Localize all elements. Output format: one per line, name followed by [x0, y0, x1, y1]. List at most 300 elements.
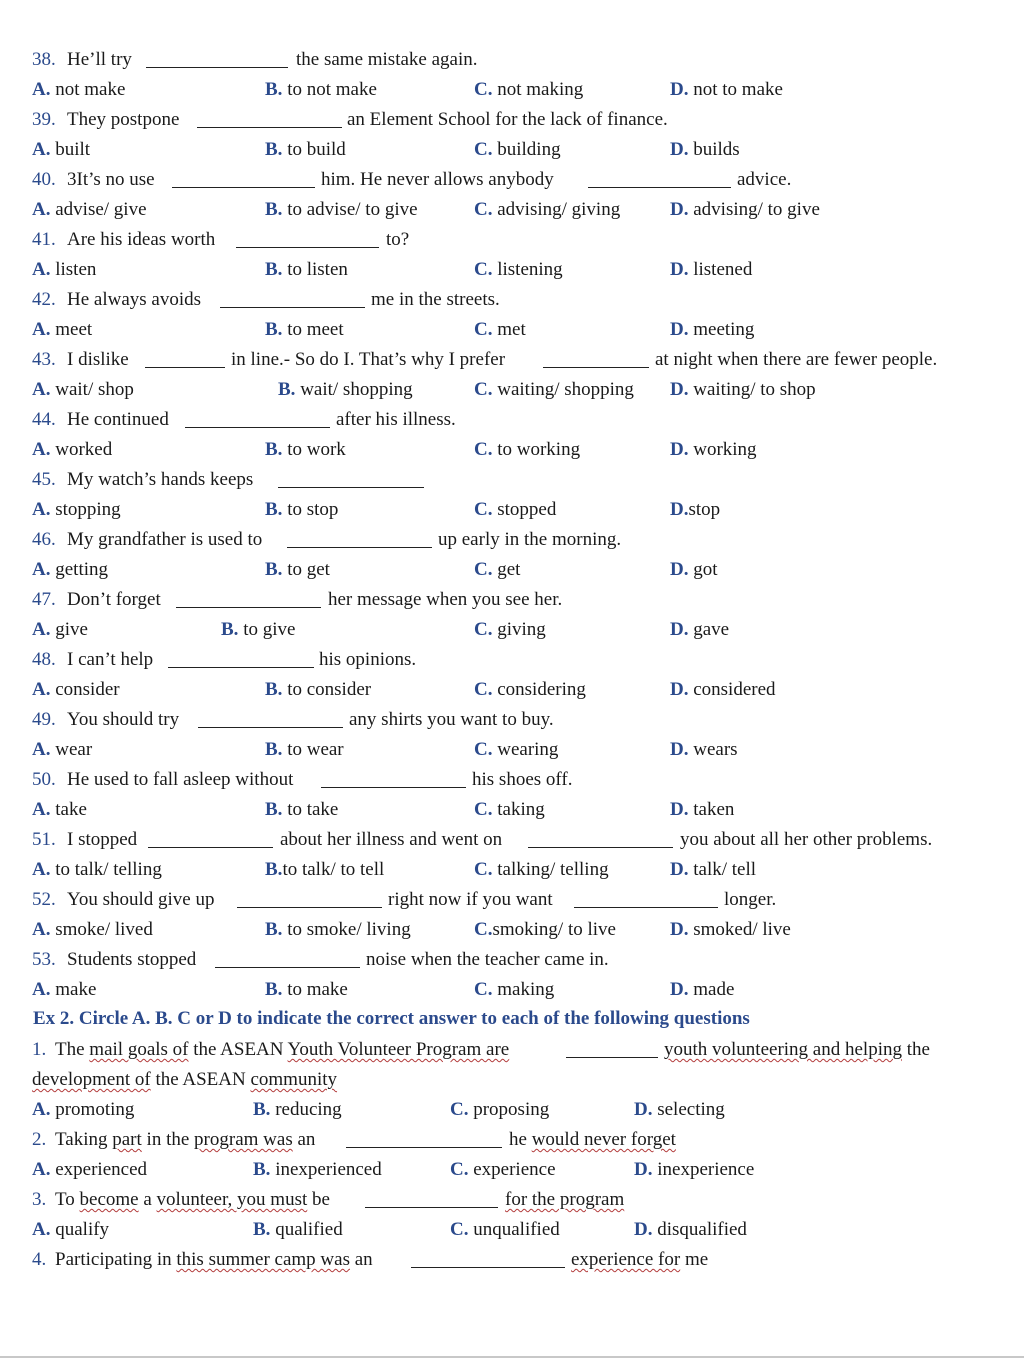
answer-blank[interactable] [528, 847, 673, 848]
options-41 [0, 255, 1024, 285]
option-d[interactable] [634, 1095, 725, 1125]
option-c[interactable] [474, 435, 580, 465]
option-text: not to make [693, 79, 783, 100]
option-c[interactable] [474, 975, 554, 1005]
option-letter: C. [450, 1219, 469, 1240]
option-a[interactable] [32, 195, 147, 225]
option-a[interactable] [32, 915, 153, 945]
question-43 [0, 345, 1024, 375]
option-text: making [497, 979, 555, 1000]
option-letter: D. [670, 859, 689, 880]
answer-blank[interactable] [146, 67, 288, 68]
question-40 [0, 165, 1024, 195]
question-text [32, 1065, 337, 1095]
option-letter: C. [474, 799, 493, 820]
option-c[interactable] [450, 1095, 549, 1125]
question-number: 47. [32, 589, 56, 610]
option-b[interactable] [265, 915, 411, 945]
option-text: met [497, 319, 526, 340]
option-text: to talk/ telling [55, 859, 162, 880]
question-text: He used to fall asleep without [67, 769, 294, 790]
exercise-2-heading: Ex 2. Circle A. B. C or D to indicate the correct answer to each of the following questions [33, 1008, 750, 1029]
option-letter: B. [265, 979, 283, 1000]
question-text [509, 1125, 676, 1155]
answer-blank[interactable] [278, 487, 424, 488]
options-40 [0, 195, 1024, 225]
question-number: 42. [32, 289, 56, 310]
question-text: noise when the teacher came in. [366, 949, 609, 970]
question-number: 48. [32, 649, 56, 670]
option-c[interactable] [474, 555, 520, 585]
question-number: 49. [32, 709, 56, 730]
option-letter: D. [634, 1219, 653, 1240]
option-letter: A. [32, 439, 51, 460]
option-text: built [55, 139, 91, 160]
option-letter: D. [670, 979, 689, 1000]
option-letter: D. [670, 679, 689, 700]
option-letter: A. [32, 919, 51, 940]
text-fragment: in the [146, 1129, 190, 1150]
option-text: to not make [287, 79, 377, 100]
option-d[interactable] [670, 735, 738, 765]
option-a[interactable] [32, 795, 87, 825]
question-text: 3It’s no use [67, 169, 155, 190]
option-text: listen [55, 259, 97, 280]
option-d[interactable] [670, 975, 734, 1005]
answer-blank[interactable] [287, 547, 432, 548]
option-c[interactable] [474, 75, 583, 105]
option-letter: B. [265, 79, 283, 100]
text-fragment: development of [32, 1069, 151, 1090]
option-c[interactable] [450, 1215, 560, 1245]
answer-blank[interactable] [237, 907, 382, 908]
option-text: to advise/ to give [287, 199, 418, 220]
option-letter: A. [32, 1099, 51, 1120]
option-letter: D. [634, 1099, 653, 1120]
option-text: to get [287, 559, 330, 580]
option-b[interactable] [278, 375, 413, 405]
question-38 [0, 45, 1024, 75]
option-text: working [693, 439, 757, 460]
option-a[interactable] [32, 975, 96, 1005]
option-text: talk/ tell [693, 859, 757, 880]
option-d[interactable] [670, 315, 754, 345]
options-46 [0, 555, 1024, 585]
option-text: taking [497, 799, 545, 820]
option-c[interactable] [474, 315, 526, 345]
option-c[interactable] [474, 255, 563, 285]
option-text: promoting [55, 1099, 135, 1120]
answer-blank[interactable] [543, 367, 649, 368]
option-text: to take [287, 799, 339, 820]
question-text: My watch’s hands keeps [67, 469, 254, 490]
option-c[interactable] [474, 735, 558, 765]
option-letter: A. [32, 79, 51, 100]
option-text: waiting/ to shop [693, 379, 816, 400]
answer-blank[interactable] [566, 1057, 658, 1058]
option-b[interactable] [253, 1155, 382, 1185]
option-d[interactable] [670, 795, 734, 825]
option-b[interactable] [265, 75, 377, 105]
option-letter: B. [265, 679, 283, 700]
answer-blank[interactable] [198, 727, 343, 728]
ex2-question-4 [0, 1245, 1024, 1275]
option-a[interactable] [32, 435, 112, 465]
option-letter: B. [265, 919, 283, 940]
option-d[interactable] [670, 195, 820, 225]
option-c[interactable] [474, 795, 545, 825]
option-letter: D. [670, 199, 689, 220]
text-fragment: he [509, 1129, 527, 1150]
option-letter: C. [474, 859, 493, 880]
answer-blank[interactable] [148, 847, 273, 848]
option-text: consider [55, 679, 120, 700]
text-fragment: be [312, 1189, 330, 1210]
option-c[interactable] [474, 195, 620, 225]
option-letter: D. [670, 739, 689, 760]
option-letter: D. [670, 559, 689, 580]
question-number: 38. [32, 49, 56, 70]
option-letter: B. [265, 199, 283, 220]
option-b[interactable] [265, 555, 330, 585]
option-text: selecting [657, 1099, 725, 1120]
option-letter: D. [670, 799, 689, 820]
question-42 [0, 285, 1024, 315]
option-letter: A. [32, 859, 51, 880]
option-b[interactable] [253, 1095, 342, 1125]
option-c[interactable] [474, 375, 634, 405]
option-text: to listen [287, 259, 348, 280]
question-number: 4. [32, 1249, 47, 1270]
options-51 [0, 855, 1024, 885]
option-letter: B. [265, 259, 283, 280]
options-44 [0, 435, 1024, 465]
options-39 [0, 135, 1024, 165]
answer-blank[interactable] [176, 607, 321, 608]
option-b[interactable] [265, 675, 371, 705]
option-letter: A. [32, 979, 51, 1000]
option-d[interactable] [670, 435, 757, 465]
option-letter: C. [474, 379, 493, 400]
option-text: qualify [55, 1219, 110, 1240]
option-text: to make [287, 979, 348, 1000]
answer-blank[interactable] [574, 907, 718, 908]
question-number: 40. [32, 169, 56, 190]
question-text: his shoes off. [472, 769, 573, 790]
question-44 [0, 405, 1024, 435]
option-text: wears [693, 739, 738, 760]
text-fragment: The [55, 1039, 85, 1060]
option-text: to meet [287, 319, 344, 340]
option-text: to wear [287, 739, 344, 760]
option-b[interactable] [221, 615, 295, 645]
option-a[interactable] [32, 855, 162, 885]
option-c[interactable] [474, 855, 609, 885]
option-a[interactable] [32, 555, 108, 585]
option-text: to stop [287, 499, 339, 520]
option-d[interactable] [670, 855, 756, 885]
option-text: advise/ give [55, 199, 147, 220]
answer-blank[interactable] [346, 1147, 502, 1148]
ex2-options-3 [0, 1215, 1024, 1245]
option-letter: C. [474, 319, 493, 340]
text-fragment: Participating in [55, 1249, 172, 1270]
option-letter: C. [474, 79, 493, 100]
answer-blank[interactable] [145, 367, 225, 368]
option-letter: D. [670, 499, 689, 520]
question-number: 3. [32, 1189, 47, 1210]
option-text: smoked/ live [693, 919, 791, 940]
page-bottom-border [0, 1356, 1024, 1358]
text-fragment: an [354, 1249, 373, 1270]
option-letter: C. [474, 259, 493, 280]
answer-blank[interactable] [220, 307, 365, 308]
option-letter: B. [278, 379, 296, 400]
option-b[interactable] [265, 195, 418, 225]
question-number: 2. [32, 1129, 47, 1150]
answer-blank[interactable] [236, 247, 379, 248]
option-b[interactable] [265, 795, 338, 825]
option-d[interactable] [670, 75, 783, 105]
option-text: not making [497, 79, 584, 100]
question-text: the same mistake again. [296, 49, 478, 70]
answer-blank[interactable] [411, 1267, 565, 1268]
question-text: He continued [67, 409, 169, 430]
option-d[interactable] [634, 1155, 754, 1185]
question-41 [0, 225, 1024, 255]
answer-blank[interactable] [197, 127, 342, 128]
option-a[interactable] [32, 1095, 134, 1125]
option-text: wear [55, 739, 93, 760]
option-b[interactable] [253, 1215, 343, 1245]
option-d[interactable] [634, 1215, 747, 1245]
option-letter: A. [32, 1219, 51, 1240]
option-letter: D. [670, 319, 689, 340]
question-text: his opinions. [319, 649, 417, 670]
option-letter: D. [670, 619, 689, 640]
option-text: giving [497, 619, 546, 640]
question-text [505, 1185, 624, 1215]
text-fragment: part [112, 1129, 142, 1150]
text-fragment: would never forget [531, 1129, 676, 1150]
option-c[interactable] [450, 1155, 556, 1185]
question-text: Students stopped [67, 949, 197, 970]
question-number: 45. [32, 469, 56, 490]
ex2-options-1 [0, 1095, 1024, 1125]
ex2-options-2 [0, 1155, 1024, 1185]
text-fragment: the ASEAN [155, 1069, 246, 1090]
option-text: not make [55, 79, 126, 100]
option-letter: A. [32, 619, 51, 640]
option-b[interactable] [265, 975, 348, 1005]
answer-blank[interactable] [321, 787, 466, 788]
option-d[interactable] [670, 555, 718, 585]
question-text: My grandfather is used to [67, 529, 263, 550]
option-text: getting [55, 559, 109, 580]
question-number: 50. [32, 769, 56, 790]
question-47 [0, 585, 1024, 615]
option-letter: B. [253, 1099, 271, 1120]
option-text: to talk/ to tell [282, 859, 385, 880]
option-letter: C. [450, 1099, 469, 1120]
option-letter: B. [265, 739, 283, 760]
option-d[interactable] [670, 495, 720, 525]
option-text: advising/ giving [497, 199, 621, 220]
option-text: advising/ to give [693, 199, 820, 220]
option-a[interactable] [32, 75, 125, 105]
text-fragment: Youth Volunteer Program are [287, 1039, 510, 1060]
option-b[interactable] [265, 435, 346, 465]
option-letter: C. [474, 199, 493, 220]
options-38 [0, 75, 1024, 105]
option-letter: D. [670, 79, 689, 100]
option-letter: A. [32, 1159, 51, 1180]
option-text: experience [473, 1159, 556, 1180]
option-d[interactable] [670, 135, 740, 165]
option-a[interactable] [32, 135, 90, 165]
option-b[interactable] [265, 135, 346, 165]
option-text: inexperienced [275, 1159, 382, 1180]
answer-blank[interactable] [185, 427, 330, 428]
answer-blank[interactable] [168, 667, 314, 668]
option-letter: B. [265, 559, 283, 580]
option-letter: C. [474, 439, 493, 460]
option-b[interactable] [265, 735, 344, 765]
question-text: Are his ideas worth [67, 229, 216, 250]
option-a[interactable] [32, 1155, 147, 1185]
option-a[interactable] [32, 735, 92, 765]
option-text: builds [693, 139, 740, 160]
option-c[interactable] [474, 915, 616, 945]
question-53 [0, 945, 1024, 975]
option-b[interactable] [265, 315, 344, 345]
question-number: 41. [32, 229, 56, 250]
option-a[interactable] [32, 675, 120, 705]
option-b[interactable] [265, 495, 338, 525]
options-45 [0, 495, 1024, 525]
option-d[interactable] [670, 375, 816, 405]
text-fragment: for the program [505, 1189, 625, 1210]
question-number: 53. [32, 949, 56, 970]
option-c[interactable] [474, 495, 556, 525]
text-fragment: a [143, 1189, 152, 1210]
options-42 [0, 315, 1024, 345]
option-text: to build [287, 139, 346, 160]
question-number: 52. [32, 889, 56, 910]
text-fragment: experience for [571, 1249, 681, 1270]
question-text: He always avoids [67, 289, 202, 310]
option-c[interactable] [474, 675, 586, 705]
options-48 [0, 675, 1024, 705]
question-text: at night when there are fewer people. [655, 349, 938, 370]
text-fragment: To [55, 1189, 75, 1210]
question-number: 1. [32, 1039, 47, 1060]
option-text: worked [55, 439, 113, 460]
option-text: reducing [275, 1099, 342, 1120]
answer-blank[interactable] [588, 187, 731, 188]
option-letter: A. [32, 499, 51, 520]
option-a[interactable] [32, 495, 121, 525]
option-text: give [55, 619, 88, 640]
option-a[interactable] [32, 375, 134, 405]
option-text: gave [693, 619, 730, 640]
option-text: stopped [497, 499, 557, 520]
answer-blank[interactable] [365, 1207, 498, 1208]
option-c[interactable] [474, 615, 546, 645]
question-39 [0, 105, 1024, 135]
option-d[interactable] [670, 675, 776, 705]
option-letter: A. [32, 199, 51, 220]
question-text: you about all her other problems. [680, 829, 933, 850]
option-b[interactable] [265, 255, 348, 285]
option-b[interactable] [265, 855, 384, 885]
option-letter: A. [32, 319, 51, 340]
question-number: 46. [32, 529, 56, 550]
question-number: 44. [32, 409, 56, 430]
text-fragment: volunteer, you must [156, 1189, 308, 1210]
option-letter: B. [265, 499, 283, 520]
option-text: listened [693, 259, 753, 280]
question-text: You should give up [67, 889, 215, 910]
option-d[interactable] [670, 615, 729, 645]
option-text: take [55, 799, 87, 820]
answer-blank[interactable] [172, 187, 315, 188]
option-a[interactable] [32, 255, 96, 285]
options-49 [0, 735, 1024, 765]
question-text: up early in the morning. [438, 529, 622, 550]
question-text: her message when you see her. [328, 589, 563, 610]
options-50 [0, 795, 1024, 825]
option-text: experienced [55, 1159, 148, 1180]
question-text: I dislike [67, 349, 129, 370]
option-letter: D. [670, 259, 689, 280]
option-d[interactable] [670, 915, 791, 945]
option-text: get [497, 559, 521, 580]
ex2-question-2 [0, 1125, 1024, 1155]
option-letter: C. [474, 979, 493, 1000]
answer-blank[interactable] [215, 967, 360, 968]
option-text: wait/ shop [55, 379, 134, 400]
question-text [55, 1035, 509, 1065]
text-fragment: Taking [55, 1129, 108, 1150]
option-letter: B. [265, 799, 283, 820]
option-d[interactable] [670, 255, 752, 285]
option-text: taken [693, 799, 735, 820]
text-fragment: an [297, 1129, 316, 1150]
option-text: unqualified [473, 1219, 560, 1240]
question-50 [0, 765, 1024, 795]
option-a[interactable] [32, 1215, 109, 1245]
question-text: I can’t help [67, 649, 154, 670]
question-text: after his illness. [336, 409, 456, 430]
option-c[interactable] [474, 135, 561, 165]
text-fragment: mail goals of [89, 1039, 189, 1060]
option-letter: C. [474, 679, 493, 700]
question-text: Don’t forget [67, 589, 161, 610]
option-letter: A. [32, 559, 51, 580]
option-a[interactable] [32, 615, 88, 645]
option-text: building [497, 139, 561, 160]
question-text: You should try [67, 709, 180, 730]
option-letter: B. [265, 859, 283, 880]
option-letter: C. [450, 1159, 469, 1180]
option-text: to work [287, 439, 346, 460]
option-letter: B. [265, 439, 283, 460]
ex2-question-3 [0, 1185, 1024, 1215]
question-text: about her illness and went on [280, 829, 503, 850]
question-text: in line.- So do I. That’s why I prefer [231, 349, 506, 370]
option-a[interactable] [32, 315, 92, 345]
